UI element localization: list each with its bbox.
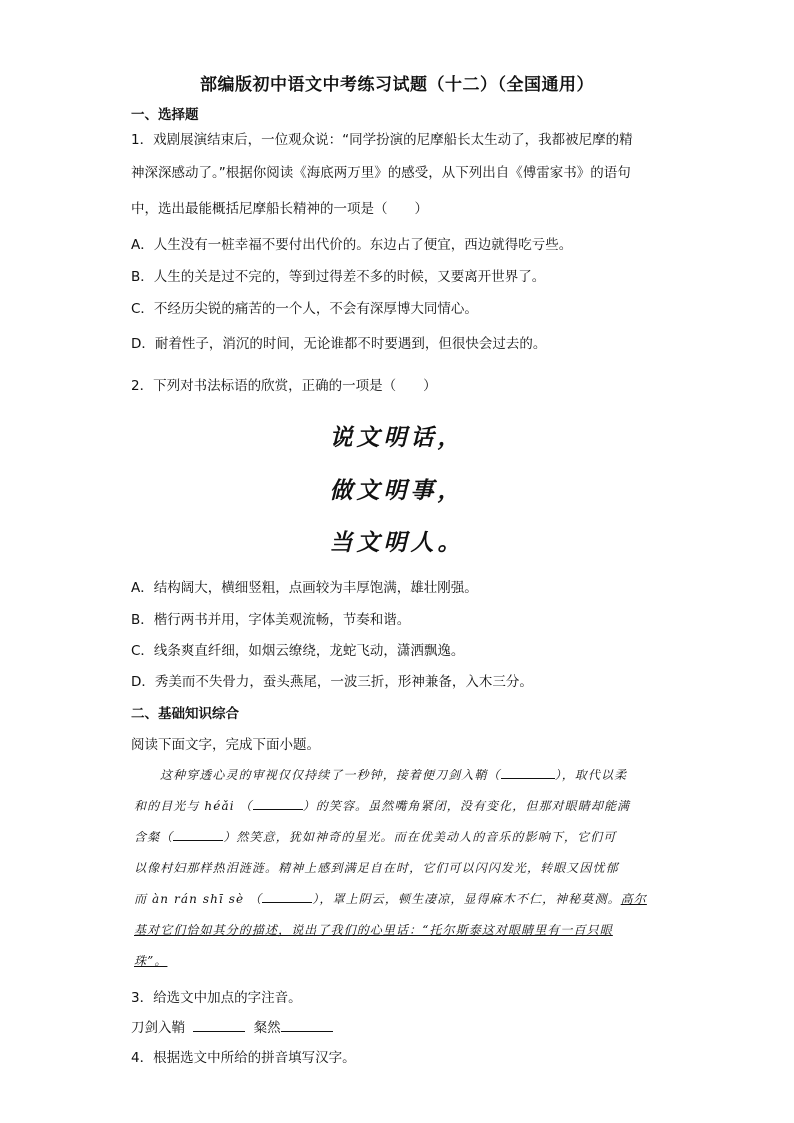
passage-line-4: 以像村妇那样热泪涟涟。精神上感到满足自在时，它们可以闪闪发光，转眼又因忧郁 <box>134 861 619 875</box>
answer-blank[interactable] <box>281 1031 333 1032</box>
reading-intro: 阅读下面文字，完成下面小题。 <box>131 737 320 753</box>
answer-blank[interactable] <box>193 1031 245 1032</box>
calligraphy-line-3: 当文明人。 <box>329 529 465 556</box>
passage-line-7: 珠”。 <box>134 954 168 968</box>
passage-line-6: 基对它们恰如其分的描述，说出了我们的心里话：“托尔斯泰这对眼睛里有一百只眼 <box>134 923 613 937</box>
q1-stem-line-1: 1．戏剧展演结束后，一位观众说：“同学扮演的尼摩船长太生动了，我都被尼摩的精 <box>131 132 633 148</box>
answer-blank[interactable] <box>173 840 223 841</box>
answer-blank[interactable] <box>253 809 303 810</box>
passage-line-1 <box>160 766 627 783</box>
passage-text: ），罩上阴云，顿生凄凉，显得麻木不仁，神秘莫测。 <box>312 892 621 906</box>
q2-option-a: A．结构阔大，横细竖粗，点画较为丰厚饱满，雄壮刚强。 <box>131 580 478 596</box>
answer-blank[interactable] <box>501 778 555 779</box>
section-heading-choice: 一、选择题 <box>131 107 199 123</box>
q3-item-b: 粲然 <box>253 1020 281 1036</box>
passage-text: ），取代以柔 <box>554 768 628 782</box>
calligraphy-line-1: 说文明话， <box>329 424 465 451</box>
passage-text: ）的笑容。虽然嘴角紧闭，没有变化，但那对眼睛却能满 <box>302 799 631 813</box>
q1-stem-line-2: 神深深感动了。”根据你阅读《海底两万里》的感受，从下列出自《傅雷家书》的语句 <box>131 165 631 181</box>
passage-text: 这种穿透心灵的审视仅仅持续了一秒钟，接着便刀剑入鞘（ <box>160 768 501 782</box>
q3-items <box>131 1016 333 1036</box>
passage-line-2 <box>134 797 630 814</box>
passage-text: ）然笑意，犹如神奇的星光。而在优美动人的音乐的影响下，它们可 <box>223 830 617 844</box>
underlined-text: 高尔 <box>620 892 647 906</box>
q3-item-a: 刀剑入鞘 <box>131 1020 185 1036</box>
q1-option-b: B．人生的关是过不完的，等到过得差不多的时候，又要离开世界了。 <box>131 269 546 285</box>
answer-blank[interactable] <box>262 902 312 903</box>
passage-line-5 <box>134 890 647 907</box>
q2-option-c: C．线条爽直纤细，如烟云缭绕，龙蛇飞动，潇洒飘逸。 <box>131 643 465 659</box>
q4-stem: 4．根据选文中所给的拼音填写汉字。 <box>131 1050 356 1066</box>
q3-stem: 3．给选文中加点的字注音。 <box>131 990 302 1006</box>
passage-text: 含粲（ <box>134 830 174 844</box>
passage-line-3 <box>134 828 616 845</box>
passage-text: 而 àn rán shī sè （ <box>134 892 263 906</box>
q2-stem: 2．下列对书法标语的欣赏，正确的一项是（ ） <box>131 378 437 394</box>
q1-stem-line-3: 中，选出最能概括尼摩船长精神的一项是（ ） <box>131 201 428 217</box>
q1-option-c: C．不经历尖锐的痛苦的一个人，不会有深厚博大同情心。 <box>131 301 478 317</box>
q2-option-b: B．楷行两书并用，字体美观流畅，节奏和谐。 <box>131 612 411 628</box>
q2-option-d: D．秀美而不失骨力，蚕头燕尾，一波三折，形神兼备，入木三分。 <box>131 674 533 690</box>
q1-option-a: A．人生没有一桩幸福不要付出代价的。东边占了便宜，西边就得吃亏些。 <box>131 237 573 253</box>
passage-text: 和的目光与 héǎi （ <box>134 799 253 813</box>
q1-option-d: D．耐着性子，消沉的时间，无论谁都不时要遇到，但很快会过去的。 <box>131 336 547 352</box>
page-title: 部编版初中语文中考练习试题（十二）（全国通用） <box>200 75 594 95</box>
section-heading-basics: 二、基础知识综合 <box>131 706 239 722</box>
calligraphy-line-2: 做文明事， <box>329 477 465 504</box>
